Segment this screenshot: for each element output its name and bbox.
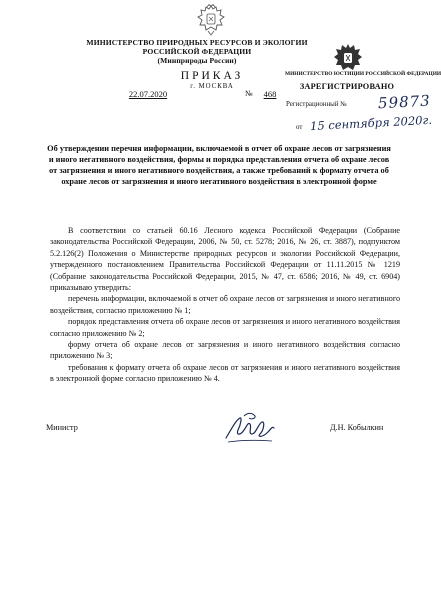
stamp-reg-label: Регистрационный № <box>286 101 347 108</box>
document-body <box>50 225 400 385</box>
document-type: ПРИКАЗ <box>180 70 244 82</box>
stamp-emblem-icon <box>332 42 364 74</box>
signer-position: Министр <box>46 423 78 432</box>
body-item-3: форму отчета об охране лесов от загрязнения и иного негативного воздействия согласно приложению № 3; <box>50 340 400 361</box>
handwritten-signature <box>222 410 278 446</box>
ministry-name-line2: РОССИЙСКОЙ ФЕДЕРАЦИИ <box>142 47 252 56</box>
stamp-reg-number: 59873 <box>377 91 432 113</box>
ministry-short-name: (Минприроды России) <box>157 56 237 65</box>
document-city: г. МОСКВА <box>190 83 234 90</box>
stamp-reg-date: 15 сентября 2020г. <box>309 112 433 134</box>
body-item-4: требования к формату отчета об охране лесов от загрязнения и иного негативного воздействия в электронной форме согласно приложению № 4. <box>50 362 400 384</box>
body-intro: В соответствии со статьей 60.16 Лесного кодекса Российской Федерации (Собрание законодательства Российской Федерации, 2006, № 50, ст. 5278; 2016, № 26, ст. 3887), подпунктом 5.2.126(2) Положения о Министерстве природных ресурсов и экологии Российской Федерации, утвержденного постановлением Правительства Российской Федерации от 11.11.2015 № 1219 (Собрание законодательства Российской Федерации, 2015, № 47, ст. 6586; 2016, № 49, ст. 6904) приказываю утвердить: <box>50 226 400 293</box>
document-number: 468 <box>263 89 277 99</box>
document-title: Об утверждении перечня информации, включаемой в отчет об охране лесов от загрязнения и иного негативного воздействия, формы и порядка представления отчета об охране лесов от загрязнения и иного негативного воздействия, а также требований к формату отчета об охране лесов от загрязнения и иного негативного воздействия в электронной форме <box>47 144 391 187</box>
stamp-registered: ЗАРЕГИСТРИРОВАНО <box>299 82 395 91</box>
stamp-from-label: от <box>296 124 303 131</box>
body-item-1: перечень информации, включаемой в отчет об охране лесов от загрязнения и иного негативного воздействия, согласно приложению № 1; <box>50 294 400 315</box>
coat-of-arms-emblem <box>196 4 226 36</box>
stamp-department: МИНИСТЕРСТВО ЮСТИЦИИ РОССИЙСКОЙ ФЕДЕРАЦИИ <box>285 71 441 77</box>
registration-stamp <box>282 71 441 137</box>
signer-name: Д.Н. Кобылкин <box>330 423 384 432</box>
body-item-2: порядок представления отчета об охране лесов от загрязнения и иного негативного воздействия согласно приложению № 2; <box>50 317 400 338</box>
number-sign: № <box>245 89 253 98</box>
document-date: 22.07.2020 <box>128 89 168 99</box>
ministry-name-line1: МИНИСТЕРСТВО ПРИРОДНЫХ РЕСУРСОВ И ЭКОЛОГИИ <box>86 38 308 47</box>
